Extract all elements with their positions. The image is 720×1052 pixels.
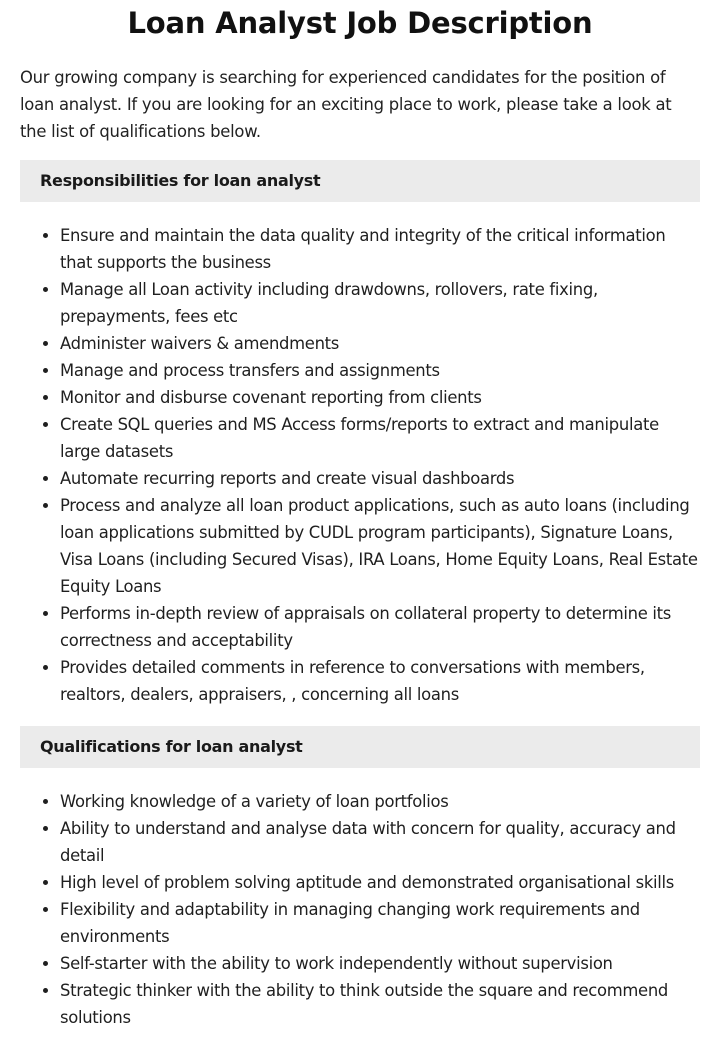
list-item: • Strategic thinker with the ability to think outside the square and recommend solutions bbox=[60, 977, 700, 1031]
list-item: • Flexibility and adaptability in managing changing work requirements and environments bbox=[60, 896, 700, 950]
list-item: • Administer waivers & amendments bbox=[60, 330, 700, 357]
list-item: • High level of problem solving aptitude and demonstrated organisational skills bbox=[60, 869, 700, 896]
list-item: • Process and analyze all loan product applications, such as auto loans (including loan applications submitted by CUDL program participants), Signature Loans, Visa Loans (including Secured Visas), IRA Loans, Home Equity Loans, Real Estate Equity Loans bbox=[60, 492, 700, 600]
list-item: • Provides detailed comments in reference to conversations with members, realtors, dealers, appraisers, , concerning all loans bbox=[60, 654, 700, 708]
page-title: Loan Analyst Job Description bbox=[127, 6, 593, 40]
list-item: • Monitor and disburse covenant reporting from clients bbox=[60, 384, 700, 411]
list-item: • Working knowledge of a variety of loan portfolios bbox=[60, 788, 700, 815]
qualifications-list bbox=[20, 788, 700, 1031]
list-item: • Performs in-depth review of appraisals on collateral property to determine its correctness and acceptability bbox=[60, 600, 700, 654]
responsibilities-list bbox=[20, 222, 700, 708]
responsibilities-heading: Responsibilities for loan analyst bbox=[20, 160, 700, 202]
qualifications-heading: Qualifications for loan analyst bbox=[20, 726, 700, 768]
list-item: • Ability to understand and analyse data with concern for quality, accuracy and detail bbox=[60, 815, 700, 869]
list-item: • Ensure and maintain the data quality and integrity of the critical information that supports the business bbox=[60, 222, 700, 276]
list-item: • Manage and process transfers and assignments bbox=[60, 357, 700, 384]
list-item: • Manage all Loan activity including drawdowns, rollovers, rate fixing, prepayments, fees etc bbox=[60, 276, 700, 330]
list-item: • Self-starter with the ability to work independently without supervision bbox=[60, 950, 700, 977]
list-item: • Automate recurring reports and create visual dashboards bbox=[60, 465, 700, 492]
list-item: • Create SQL queries and MS Access forms/reports to extract and manipulate large datasets bbox=[60, 411, 700, 465]
intro-paragraph: Our growing company is searching for experienced candidates for the position of loan analyst. If you are looking for an exciting place to work, please take a look at the list of qualifications below. bbox=[20, 68, 672, 141]
